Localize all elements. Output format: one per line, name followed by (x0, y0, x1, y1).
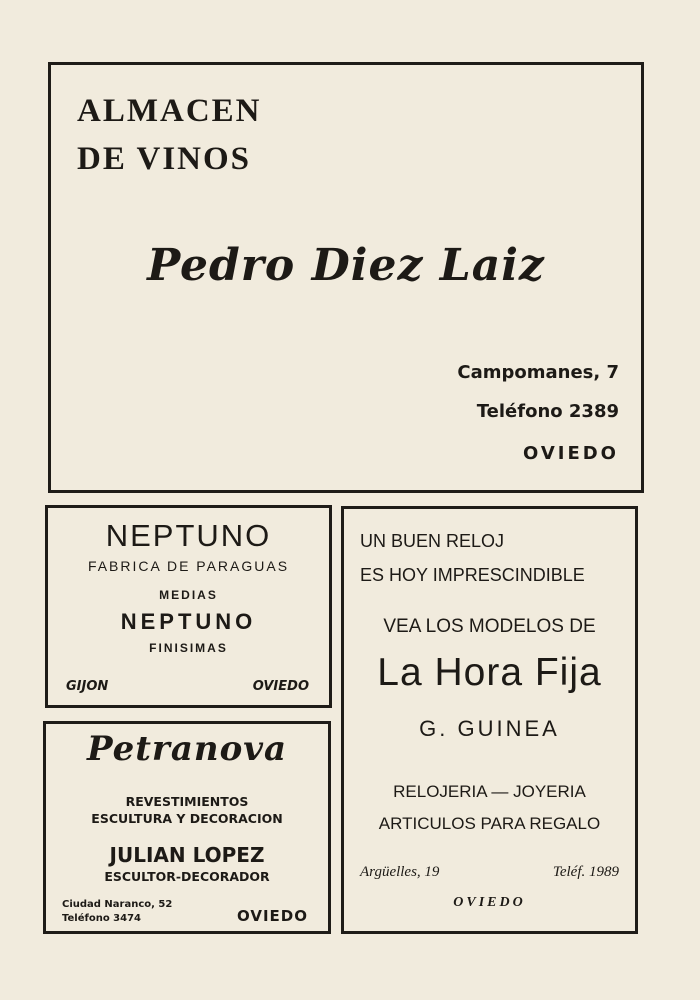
petranova-phone: Teléfono 3474 (62, 913, 142, 924)
vinos-title-line2: DE VINOS (77, 141, 252, 177)
petranova-logo: Petranova (86, 729, 288, 769)
petranova-address: Ciudad Naranco, 52 (62, 899, 173, 910)
neptuno-medias: MEDIAS (159, 588, 218, 602)
hora-address: Argüelles, 19 (360, 864, 440, 880)
petranova-owner-role: ESCULTOR-DECORADOR (104, 869, 270, 884)
vinos-city: OVIEDO (523, 443, 619, 464)
petranova-ad (43, 721, 331, 934)
neptuno-subtitle: FABRICA DE PARAGUAS (87, 558, 290, 574)
hora-line5: ARTICULOS PARA REGALO (378, 814, 601, 833)
hora-city: OVIEDO (453, 895, 526, 910)
vinos-phone: Teléfono 2389 (476, 401, 619, 422)
neptuno-brand: NEPTUNO (120, 609, 257, 634)
vinos-owner-name: Pedro Diez Laiz (147, 240, 545, 291)
hora-phone: Teléf. 1989 (552, 864, 619, 880)
neptuno-finisimas: FINISIMAS (149, 641, 228, 655)
hora-line2: ES HOY IMPRESCINDIBLE (360, 565, 585, 585)
petranova-owner-name: JULIAN LOPEZ (109, 843, 265, 867)
petranova-line1: REVESTIMIENTOS (125, 794, 249, 809)
neptuno-title: NEPTUNO (105, 518, 272, 553)
vinos-address: Campomanes, 7 (457, 362, 619, 383)
la-hora-fija-ad (341, 506, 638, 934)
vinos-title-line1: ALMACEN (77, 93, 262, 129)
hora-line1: UN BUEN RELOJ (360, 531, 505, 551)
petranova-city: OVIEDO (237, 907, 308, 925)
hora-line4: RELOJERIA — JOYERIA (393, 782, 586, 801)
neptuno-city-oviedo: OVIEDO (252, 679, 309, 694)
petranova-line2: ESCULTURA Y DECORACION (91, 811, 283, 826)
hora-owner: G. GUINEA (419, 716, 560, 741)
neptuno-ad (45, 505, 332, 708)
almacen-de-vinos-ad (48, 62, 644, 493)
hora-line3: VEA LOS MODELOS DE (383, 616, 596, 637)
hora-fija-logo: La Hora Fija (377, 651, 602, 694)
neptuno-city-gijon: GIJON (66, 679, 109, 694)
